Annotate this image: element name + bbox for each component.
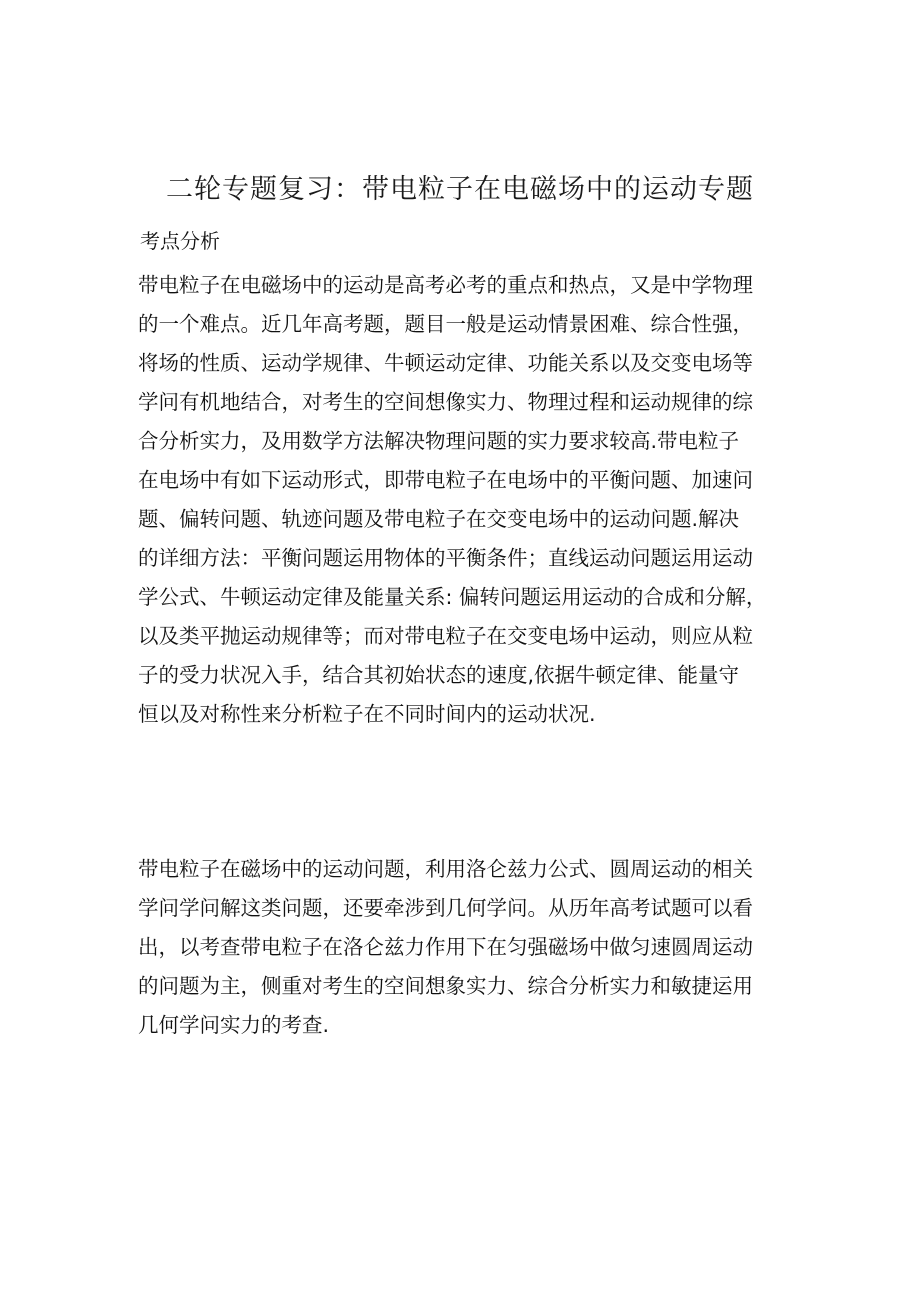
text-line: 将场的性质、运动学规律、牛顿运动定律、功能关系以及交变电场等: [138, 351, 753, 375]
section-heading: 考点分析: [140, 229, 220, 253]
paragraph-2: [138, 850, 753, 1045]
text-line: 学公式、牛顿运动定律及能量关系: 偏转问题运用运动的合成和分解，: [138, 585, 767, 609]
text-line: 带电粒子在电磁场中的运动是高考必考的重点和热点，又是中学物理: [138, 273, 753, 297]
text-line: 学问有机地结合，对考生的空间想像实力、物理过程和运动规律的综: [138, 390, 753, 414]
page-title: 二轮专题复习：带电粒子在电磁场中的运动专题: [166, 174, 754, 205]
text-line: 的问题为主，侧重对考生的空间想象实力、综合分析实力和敏捷运用: [138, 974, 753, 998]
text-line: 合分析实力，及用数学方法解决物理问题的实力要求较高.带电粒子: [138, 429, 740, 453]
text-line: 几何学问实力的考查.: [138, 1013, 330, 1037]
text-line: 恒以及对称性来分析粒子在不同时间内的运动状况.: [138, 702, 596, 726]
text-line: 出，以考查带电粒子在洛仑兹力作用下在匀强磁场中做匀速圆周运动: [138, 935, 753, 959]
text-line: 题、偏转问题、轨迹问题及带电粒子在交变电场中的运动问题.解决: [138, 507, 740, 531]
text-line: 在电场中有如下运动形式，即带电粒子在电场中的平衡问题、加速问: [138, 468, 753, 492]
text-line: 学问学问解这类问题，还要牵涉到几何学问。从历年高考试题可以看: [138, 896, 753, 920]
text-line: 带电粒子在磁场中的运动问题，利用洛仑兹力公式、圆周运动的相关: [138, 857, 753, 881]
text-line: 的一个难点。近几年高考题，题目一般是运动情景困难、综合性强，: [138, 312, 753, 336]
text-line: 的详细方法：平衡问题运用物体的平衡条件；直线运动问题运用运动: [138, 546, 753, 570]
text-line: 以及类平抛运动规律等；而对带电粒子在交变电场中运动，则应从粒: [138, 624, 753, 648]
text-line: 子的受力状况入手，结合其初始状态的速度,依据牛顿定律、能量守: [138, 663, 740, 687]
paragraph-1: [138, 266, 766, 734]
